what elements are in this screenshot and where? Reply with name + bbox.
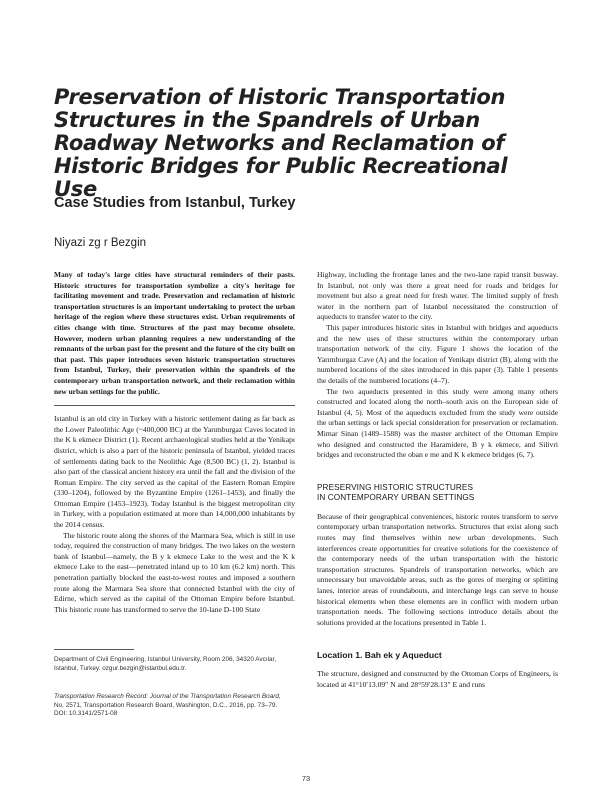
journal-issue: No. 2571, Transportation Research Board, Washington, D.C., 2016, pp. 73–79. [54,701,278,709]
article-subtitle: Case Studies from Istanbul, Turkey [54,195,296,211]
body-paragraph: The two aqueducts presented in this study were among many others constructed and located along the north–south axis on the European side of Istanbul (4, 5). Most of the aqueducts excluded from the study were outside the urban settings or lack special consideration for preservation or reclamation. Mimar Sinan (1489–1588) was the master architect of the Ottoman Empire who designed and constructed the Haramidere, B y k ekmece, and Silivri bridges and reconstructed the oban e me and K k ekmece bridges (6, 7). [317,386,558,460]
footnote-divider [54,649,134,650]
section-heading-line: PRESERVING HISTORIC STRUCTURES [317,482,474,492]
doi: DOI: 10.3141/2571-08 [54,710,118,718]
right-column [317,270,558,690]
footnote-citation [54,693,295,719]
body-paragraph: The structure, designed and constructed by the Ottoman Corps of Engineers, is located at 41°10′13.09″ N and 28°59′28.13″ E and runs [317,669,558,689]
abstract-text: Many of today's large cities have structural reminders of their pasts. Historic structures for transportation symbolize a city's heritage for facilitating movement and trade. Preservation and reclamation of historic transportation structures is an important undertaking to protect the urban heritage of the region where these structures exist. Urban requirements of cities change with time. Structures of the past may become obsolete. However, modern urban planning requires a new understanding of the remnants of the urban past for the present and the future of the city built on that past. This paper introduces seven historic transportation structures from Istanbul, Turkey, their preservation within the spandrels of the contemporary urban transportation network, and their reclamation within new urban settings for the public. [54,270,295,396]
left-column [54,270,295,615]
page-number: 73 [301,774,311,783]
abstract-divider [54,405,295,406]
abstract [54,270,295,397]
body-paragraph: Istanbul is an old city in Turkey with a historic settlement dating as far back as the Lower Paleolithic Age (~400,000 BC) at the Yarımburgaz Caves located in the K k ekmece District (1). Recent archaeological studies held at the Yenikapı district, which is also a part of the historic peninsula of Istanbul, yielded traces of settlements dating back to the Neolithic Age (8,500 BC) (1, 2). Istanbul is also part of the classical ancient history era until the fall and the division of the Roman Empire. The city served as the capital of the Eastern Roman Empire (330–1204), followed by the Byzantine Empire (1261–1453), and finally the Ottoman Empire (1453–1923). Today Istanbul is the biggest metropolitan city in Turkey, with a population estimated at more than 14,000,000 inhabitants by the 2014 census. [54,414,295,530]
journal-name: Transportation Research Record: Journal of the Transportation Research Board, [54,693,281,700]
section-heading-line: IN CONTEMPORARY URBAN SETTINGS [317,493,475,503]
location-heading: Location 1. Bah ek y Aqueduct [317,650,442,661]
body-paragraph: The historic route along the shores of the Marmara Sea, which is still in use today, required the construction of many bridges. The two lakes on the western bank of Istanbul—namely, the B y k ekmece Lake to the west and the K k ekmece Lake to the east—penetrated inland up to 10 km (6.2 km) north. This penetration partially blocked the east-to-west routes and imposed a southern route along the Marmara Sea shore that connected Istanbul with the city of Edirne, which served as the capital of the Ottoman Empire before Istanbul. This historic route has transformed to serve the 10-lane D-100 State [54,530,295,614]
body-paragraph: Because of their geographical conveniences, historic routes transform to serve contemporary urban transportation networks. Structures that exist along such routes may find themselves within new urban developments. Such interferences create opportunities for creative solutions for the coexistence of the contemporary needs of the urban transportation with the historic transportation structures. Spandrels of transportation networks, which are unnecessary but unavoidable areas, such as the gores of merging or splitting lanes, interior areas of roundabouts, and interchange legs can serve to house historical elements when these elements are in conflict with modern urban transportation needs. The following sections introduce details about the solutions provided at the locations presented in Table 1. [317,511,558,627]
footnote-affiliation: Department of Civil Engineering, Istanbul University, Room 206, 34320 Avcılar, Istanbul, Turkey. ozgur.bezgin@istanbul.edu.tr. [54,656,277,672]
section-heading [317,483,558,504]
body-paragraph: This paper introduces historic sites in Istanbul with bridges and aqueducts and the new uses of these structures within the contemporary urban transportation network of the city. Figure 1 shows the location of the Yarımburgaz Cave (A) and the location of Yenikapı district (B), along with the numbered locations of the sites introduced in this paper (3). Table 1 presents the details of the numbered locations (4–7). [317,322,558,385]
article-title: Preservation of Historic Transportation Structures in the Spandrels of Urban Roadway Networks and Reclamation of Historic Bridges for Public Recreational Use [54,85,508,201]
author-name: Niyazi zg r Bezgin [54,237,147,249]
body-paragraph: Highway, including the frontage lanes and the two-lane rapid transit busway. In Istanbul, not only was there a great need for roads and bridges for movement but also a great need for fresh water. The limited supply of fresh water in the northern part of Istanbul necessitated the construction of aqueducts to transfer water to the city. [317,270,558,322]
